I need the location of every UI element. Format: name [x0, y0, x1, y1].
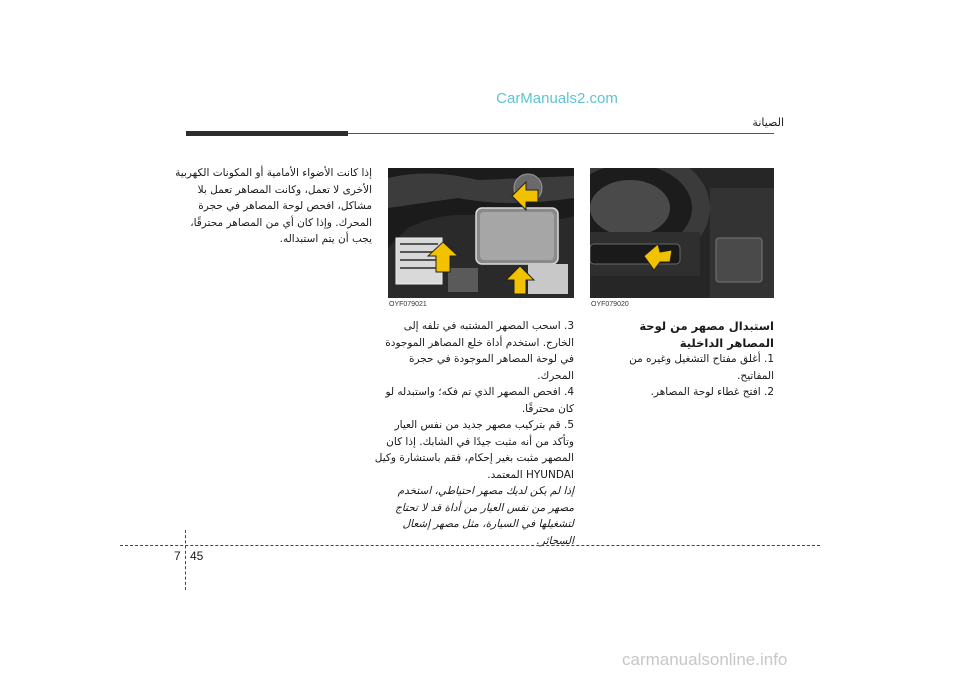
engine-bay-figure — [388, 168, 574, 298]
procedure-heading: استبدال مصهر من لوحة المصاهر الداخلية — [639, 319, 774, 350]
figure-caption-right: OYF079020 — [591, 301, 629, 308]
list-item: 2. افتح غطاء لوحة المصاهر. — [650, 386, 774, 398]
engine-bay-illustration — [388, 168, 574, 298]
watermark-top: CarManuals2.com — [496, 90, 618, 107]
list-item: 3. اسحب المصهر المشتبه في تلفه إلى الخارج. استخدم أداة خلع المصاهر الموجودة في لوحة المصاهر الموجودة في حجرة المحرك. — [385, 320, 574, 382]
footer-dashed-rule — [120, 545, 820, 546]
intro-paragraph: إذا كانت الأضواء الأمامية أو المكونات الكهربية الأخرى لا تعمل، وكانت المصاهر تعمل بلا مشاكل، افحص لوحة المصاهر في حجرة المحرك. وإذا كان أي من المصاهر محترقًا، يجب أن يتم استبداله. — [175, 167, 372, 245]
middle-column — [374, 318, 574, 549]
chapter-number: 7 — [174, 549, 181, 563]
footer-dashed-divider — [185, 530, 186, 590]
dashboard-panel-figure — [590, 168, 774, 298]
right-column — [590, 318, 774, 401]
watermark-bottom: carmanualsonline.info — [622, 650, 788, 669]
list-item: 4. افحص المصهر الذي تم فكه؛ واستبدله لو كان محترقًا. — [385, 386, 574, 415]
header-rule-thin — [348, 133, 774, 134]
list-item: 5. قم بتركيب مصهر جديد من نفس العيار وتأكد من أنه مثبت جيدًا في الشابك. إذا كان المصهر مثبت بغير إحكام، فقم باستشارة وكيل HYUNDAI المعتمد. — [374, 419, 574, 481]
page-number: 45 — [190, 549, 204, 563]
header-rule-thick — [186, 131, 348, 136]
dashboard-panel-illustration — [590, 168, 774, 298]
figure-caption-left: OYF079021 — [389, 301, 427, 308]
list-item: 1. أغلق مفتاح التشغيل وغيره من المفاتيح. — [629, 353, 774, 382]
section-title: الصيانة — [752, 116, 784, 129]
caution-note: إذا لم يكن لديك مصهر احتياطي، استخدم مصهر من نفس العيار من أداة قد لا تحتاج لتشغيلها في السيارة، مثل مصهر إشعال السجائر. — [395, 485, 574, 547]
